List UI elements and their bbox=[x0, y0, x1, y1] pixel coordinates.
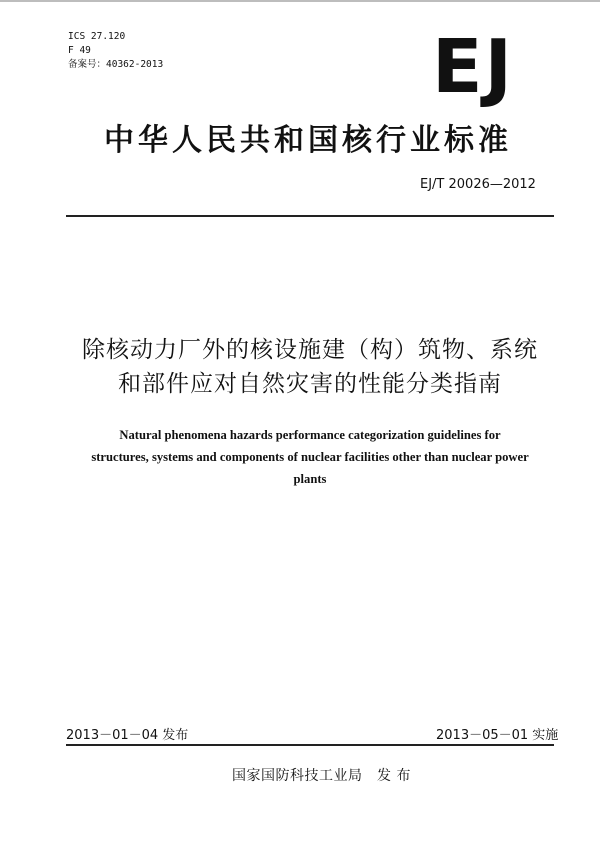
record-number: 备案号：40362-2013 bbox=[68, 59, 164, 70]
standard-code: EJ/T 20026—2012 bbox=[420, 177, 536, 192]
chinese-title bbox=[50, 333, 570, 401]
chinese-title-line-2: 和部件应对自然灾害的性能分类指南 bbox=[118, 371, 502, 397]
ics-code: ICS 27.120 bbox=[68, 31, 126, 42]
english-title-line-1: Natural phenomena hazards performance categorization guidelines for bbox=[119, 428, 501, 442]
ej-logo: EJ bbox=[432, 24, 515, 110]
classification-block bbox=[68, 30, 163, 72]
english-title-line-3: plants bbox=[293, 472, 327, 486]
scan-edge bbox=[0, 0, 600, 2]
publisher: 国家国防科技工业局 发 布 bbox=[232, 768, 411, 784]
standard-category-title: 中华人民共和国核行业标准 bbox=[104, 123, 512, 158]
implementation-date: 2013－05－01 实施 bbox=[436, 728, 559, 743]
issue-date: 2013－01－04 发布 bbox=[66, 728, 189, 743]
chinese-title-line-1: 除核动力厂外的核设施建（构）筑物、系统 bbox=[82, 337, 538, 363]
english-title bbox=[50, 424, 570, 490]
bottom-divider bbox=[66, 744, 554, 746]
ccs-code: F 49 bbox=[68, 45, 91, 56]
english-title-line-2: structures, systems and components of nuclear facilities other than nuclear power bbox=[91, 450, 529, 464]
top-divider bbox=[66, 215, 554, 217]
